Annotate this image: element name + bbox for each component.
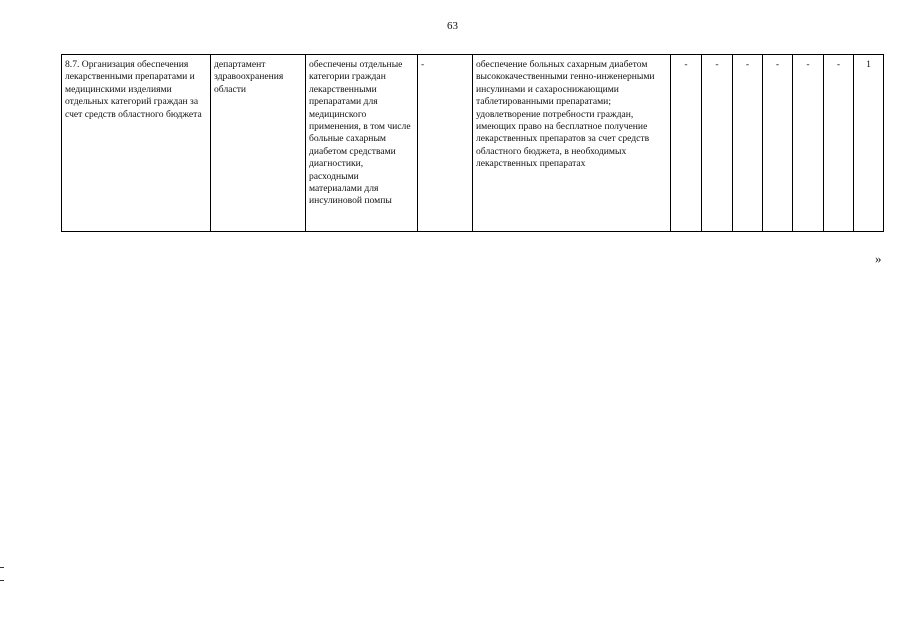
margin-mark	[0, 580, 4, 581]
value-cell: 1	[854, 55, 884, 232]
table-row	[62, 55, 884, 232]
executor-cell: департамент здравоохранения области	[211, 55, 306, 232]
value-cell: -	[793, 55, 824, 232]
program-measures-table	[61, 54, 884, 232]
closing-quote: »	[875, 251, 882, 266]
measure-cell: 8.7. Организация обеспечения лекарственными препаратами и медицинскими изделиями отдельных категорий граждан за счет средств областного бюджета	[62, 55, 211, 232]
description-cell: обеспечение больных сахарным диабетом высококачественными генно-инженерными инсулинами и сахароснижающими таблетированными препаратами; удовлетворение потребности граждан, имеющих право на бесплатное получение лекарственных препаратов за счет средств областного бюджета, в необходимых лекарственных препаратах	[473, 55, 671, 232]
value-cell: -	[824, 55, 854, 232]
value-cell: -	[763, 55, 793, 232]
value-cell: -	[733, 55, 763, 232]
value-cell: -	[671, 55, 702, 232]
col4-cell: -	[418, 55, 473, 232]
value-cell: -	[702, 55, 733, 232]
result-cell: обеспечены отдельные категории граждан лекарственными препаратами для медицинского применения, в том числе больные сахарным диабетом средствами диагностики, расходными материалами для инсулиновой помпы	[306, 55, 418, 232]
page-number: 63	[447, 20, 458, 32]
margin-mark	[0, 567, 4, 568]
